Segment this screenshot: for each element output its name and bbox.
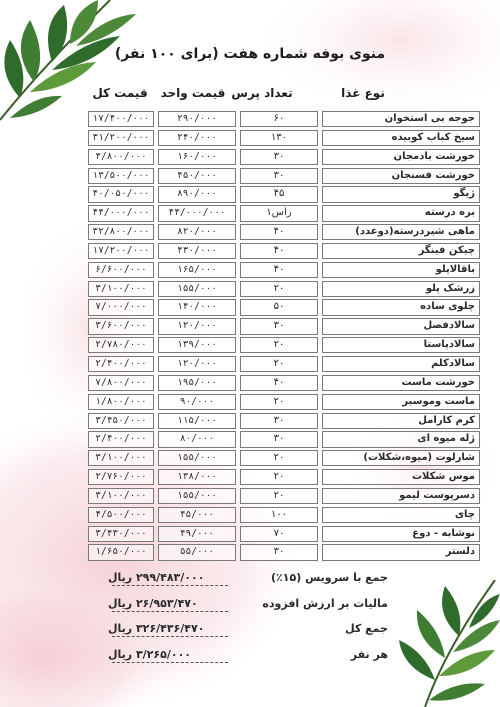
dotted-underline	[112, 662, 228, 663]
food-name-cell: خورشت ماست	[322, 375, 480, 391]
portion-count-cell: ۶۰	[240, 111, 318, 127]
summary-value: ۳۲۶/۴۳۶/۴۷۰ ریال	[108, 622, 205, 635]
total-price-cell: ۳/۴۳۰/۰۰۰	[88, 526, 154, 542]
food-name-cell: ژیگو	[322, 186, 480, 202]
summary-value: ۲۶/۹۵۳/۴۷۰ ریال	[108, 597, 198, 610]
leaf-branch-bottom-right	[395, 580, 500, 707]
unit-price-cell: ۲۹۰/۰۰۰	[158, 111, 236, 127]
unit-price-cell: ۱۵۵/۰۰۰	[158, 281, 236, 297]
total-price-cell: ۴/۸۰۰/۰۰۰	[88, 149, 154, 165]
table-row	[88, 186, 475, 202]
table-row	[88, 507, 475, 523]
summary-line	[108, 622, 388, 640]
portion-count-cell: ۱۳۰	[240, 130, 318, 146]
food-name-cell: جوجه بی استخوان	[322, 111, 480, 127]
unit-price-cell: ۲۴۰/۰۰۰	[158, 130, 236, 146]
table-row	[88, 488, 475, 504]
food-name-cell: نوشابه - دوغ	[322, 526, 480, 542]
portion-count-cell: ۲۰	[240, 281, 318, 297]
unit-price-cell: ۴۵/۰۰۰	[158, 507, 236, 523]
portion-count-cell: ۳۰	[240, 544, 318, 560]
table-row	[88, 205, 475, 221]
unit-price-cell: ۹۰/۰۰۰	[158, 394, 236, 410]
unit-price-cell: ۱۵۵/۰۰۰	[158, 450, 236, 466]
food-name-cell: ماست وموسیر	[322, 394, 480, 410]
dotted-underline	[112, 585, 228, 586]
table-row	[88, 224, 475, 240]
table-row	[88, 544, 475, 560]
food-name-cell: سالادپاستا	[322, 337, 480, 353]
unit-price-cell: ۱۶۰/۰۰۰	[158, 149, 236, 165]
unit-price-cell: ۴۹/۰۰۰	[158, 526, 236, 542]
dotted-underline	[112, 611, 228, 612]
unit-price-cell: ۵۵/۰۰۰	[158, 544, 236, 560]
food-name-cell: کرم کارامل	[322, 413, 480, 429]
unit-price-cell: ۴۳۰/۰۰۰	[158, 243, 236, 259]
food-name-cell: چلوی ساده	[322, 299, 480, 315]
portion-count-cell: ۴۰	[240, 224, 318, 240]
portion-count-cell: ۲۰	[240, 356, 318, 372]
portion-count-cell: ۲۰	[240, 394, 318, 410]
portion-count-cell: ۴۰	[240, 262, 318, 278]
unit-price-cell: ۱۹۵/۰۰۰	[158, 375, 236, 391]
dotted-underline	[112, 636, 228, 637]
table-row	[88, 375, 475, 391]
total-price-cell: ۱۷/۲۰۰/۰۰۰	[88, 243, 154, 259]
total-price-cell: ۶/۶۰۰/۰۰۰	[88, 262, 154, 278]
unit-price-cell: ۴۴/۰۰۰/۰۰۰	[158, 205, 236, 221]
summary-line	[108, 648, 388, 666]
total-price-cell: ۲/۷۶۰/۰۰۰	[88, 469, 154, 485]
total-price-cell: ۱۷/۴۰۰/۰۰۰	[88, 111, 154, 127]
table-row	[88, 337, 475, 353]
summary-label: جمع با سرویس (۱۵٪)	[271, 571, 388, 584]
portion-count-cell: ۲۰	[240, 337, 318, 353]
total-price-cell: ۲/۷۸۰/۰۰۰	[88, 337, 154, 353]
unit-price-cell: ۱۲۰/۰۰۰	[158, 356, 236, 372]
portion-count-cell: ۳۰	[240, 431, 318, 447]
food-name-cell: چیکن فینگر	[322, 243, 480, 259]
summary-value: ۲۹۹/۴۸۳/۰۰۰ ریال	[108, 571, 205, 584]
food-name-cell: بره درسته	[322, 205, 480, 221]
total-price-cell: ۴۰/۰۵۰/۰۰۰	[88, 186, 154, 202]
food-name-cell: دلستر	[322, 544, 480, 560]
portion-count-cell: ۲۰	[240, 488, 318, 504]
unit-price-cell: ۸۹۰/۰۰۰	[158, 186, 236, 202]
summary-value: ۳/۲۶۵/۰۰۰ ریال	[108, 648, 192, 661]
menu-table	[88, 111, 475, 563]
summary-line	[108, 571, 388, 589]
total-price-cell: ۲/۴۰۰/۰۰۰	[88, 431, 154, 447]
food-name-cell: ماهی شیردرسته(دوعدد)	[322, 224, 480, 240]
unit-price-cell: ۱۳۹/۰۰۰	[158, 337, 236, 353]
unit-price-cell: ۱۶۵/۰۰۰	[158, 262, 236, 278]
total-price-cell: ۳۱/۲۰۰/۰۰۰	[88, 130, 154, 146]
table-row	[88, 469, 475, 485]
total-price-cell: ۷/۸۰۰/۰۰۰	[88, 375, 154, 391]
total-price-cell: ۴۴/۰۰۰/۰۰۰	[88, 205, 154, 221]
table-row	[88, 168, 475, 184]
food-name-cell: موس شکلات	[322, 469, 480, 485]
table-header-row	[88, 86, 418, 102]
portion-count-cell: راس۱	[240, 205, 318, 221]
table-row	[88, 111, 475, 127]
header-portion-count: تعداد پرس	[231, 86, 293, 100]
table-row	[88, 450, 475, 466]
unit-price-cell: ۸۰/۰۰۰	[158, 431, 236, 447]
table-row	[88, 281, 475, 297]
total-price-cell: ۷/۰۰۰/۰۰۰	[88, 299, 154, 315]
portion-count-cell: ۴۵	[240, 186, 318, 202]
table-row	[88, 526, 475, 542]
food-name-cell: ژله میوه ای	[322, 431, 480, 447]
food-name-cell: چای	[322, 507, 480, 523]
food-name-cell: خورشت بادمجان	[322, 149, 480, 165]
total-price-cell: ۱/۶۵۰/۰۰۰	[88, 544, 154, 560]
table-row	[88, 130, 475, 146]
portion-count-cell: ۱۰۰	[240, 507, 318, 523]
portion-count-cell: ۷۰	[240, 526, 318, 542]
table-row	[88, 149, 475, 165]
summary-label: هر نفر	[350, 648, 388, 661]
portion-count-cell: ۳۰	[240, 413, 318, 429]
food-name-cell: خورشت فسنجان	[322, 168, 480, 184]
summary-label: مالیات بر ارزش افزوده	[262, 597, 388, 610]
unit-price-cell: ۱۴۰/۰۰۰	[158, 299, 236, 315]
table-row	[88, 262, 475, 278]
total-price-cell: ۱۳/۵۰۰/۰۰۰	[88, 168, 154, 184]
portion-count-cell: ۲۰	[240, 469, 318, 485]
portion-count-cell: ۲۰	[240, 450, 318, 466]
unit-price-cell: ۴۵۰/۰۰۰	[158, 168, 236, 184]
total-price-cell: ۳/۴۵۰/۰۰۰	[88, 413, 154, 429]
table-row	[88, 318, 475, 334]
unit-price-cell: ۱۲۰/۰۰۰	[158, 318, 236, 334]
total-price-cell: ۳۲/۸۰۰/۰۰۰	[88, 224, 154, 240]
total-price-cell: ۴/۵۰۰/۰۰۰	[88, 507, 154, 523]
table-row	[88, 431, 475, 447]
unit-price-cell: ۸۲۰/۰۰۰	[158, 224, 236, 240]
total-price-cell: ۳/۱۰۰/۰۰۰	[88, 281, 154, 297]
portion-count-cell: ۳۰	[240, 168, 318, 184]
total-price-cell: ۳/۶۰۰/۰۰۰	[88, 318, 154, 334]
portion-count-cell: ۴۰	[240, 375, 318, 391]
table-row	[88, 243, 475, 259]
portion-count-cell: ۳۰	[240, 149, 318, 165]
food-name-cell: زرشک پلو	[322, 281, 480, 297]
header-food-type: نوع غذا	[341, 86, 385, 100]
table-row	[88, 299, 475, 315]
total-price-cell: ۱/۸۰۰/۰۰۰	[88, 394, 154, 410]
food-name-cell: دسرپوست لیمو	[322, 488, 480, 504]
header-unit-price: قیمت واحد	[160, 86, 226, 100]
summary-line	[108, 597, 388, 615]
food-name-cell: شارلوت (میوه،شکلات)	[322, 450, 480, 466]
table-row	[88, 394, 475, 410]
food-name-cell: سیخ کباب کوبیده	[322, 130, 480, 146]
food-name-cell: باقالاپلو	[322, 262, 480, 278]
unit-price-cell: ۱۱۵/۰۰۰	[158, 413, 236, 429]
food-name-cell: سالادفصل	[322, 318, 480, 334]
food-name-cell: سالادکلم	[322, 356, 480, 372]
table-row	[88, 356, 475, 372]
portion-count-cell: ۳۰	[240, 318, 318, 334]
total-price-cell: ۳/۱۰۰/۰۰۰	[88, 488, 154, 504]
page-title: منوی بوفه شماره هفت (برای ۱۰۰ نفر)	[114, 46, 386, 62]
portion-count-cell: ۴۰	[240, 243, 318, 259]
table-row	[88, 413, 475, 429]
portion-count-cell: ۵۰	[240, 299, 318, 315]
header-total-price: قیمت کل	[92, 86, 148, 100]
summary-label: جمع کل	[345, 622, 388, 635]
total-price-cell: ۳/۱۰۰/۰۰۰	[88, 450, 154, 466]
total-price-cell: ۲/۴۰۰/۰۰۰	[88, 356, 154, 372]
unit-price-cell: ۱۳۸/۰۰۰	[158, 469, 236, 485]
unit-price-cell: ۱۵۵/۰۰۰	[158, 488, 236, 504]
